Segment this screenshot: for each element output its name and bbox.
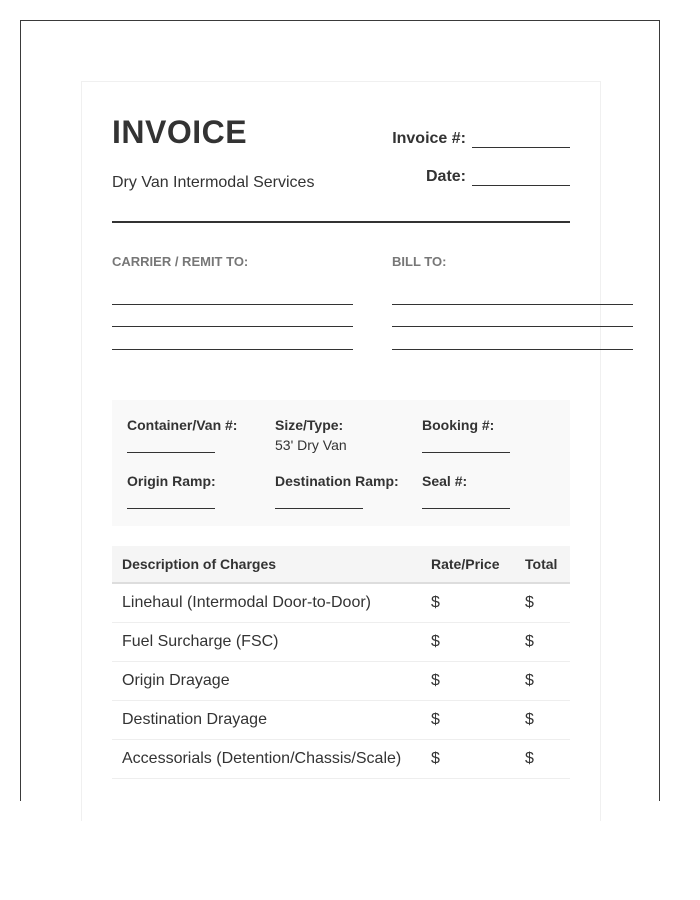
charge-description: Origin Drayage [122, 672, 230, 689]
carrier-remit-label: CARRIER / REMIT TO: [112, 254, 249, 269]
invoice-title: INVOICE [112, 114, 248, 150]
charge-description: Linehaul (Intermodal Door-to-Door) [122, 594, 371, 611]
destination-ramp-label: Destination Ramp: [275, 473, 399, 489]
header-description: Description of Charges [122, 556, 277, 572]
charge-rate: $ [431, 594, 440, 611]
charge-description: Destination Drayage [122, 711, 267, 728]
destination-ramp-blank [275, 508, 363, 509]
charge-total: $ [525, 633, 534, 650]
carrier-address-line [112, 349, 353, 350]
charge-total: $ [525, 672, 534, 689]
bill-to-label: BILL TO: [392, 254, 447, 269]
bill-to-address-line [392, 349, 633, 350]
charges-table-header [112, 546, 570, 584]
charge-description: Fuel Surcharge (FSC) [122, 633, 279, 650]
seal-label: Seal #: [422, 473, 468, 489]
bill-to-address-line [392, 326, 633, 327]
date-blank [472, 171, 570, 186]
table-row [112, 623, 570, 662]
container-blank [127, 452, 215, 453]
table-row [112, 662, 570, 701]
size-type-value: 53' Dry Van [275, 437, 347, 453]
header-rate: Rate/Price [431, 556, 500, 572]
origin-ramp-label: Origin Ramp: [127, 473, 216, 489]
invoice-number-label: Invoice #: [392, 130, 466, 147]
charge-description: Accessorials (Detention/Chassis/Scale) [122, 750, 402, 767]
header-total: Total [525, 556, 558, 572]
booking-label: Booking #: [422, 417, 495, 433]
charge-total: $ [525, 711, 534, 728]
container-label: Container/Van #: [127, 417, 238, 433]
charges-table [112, 546, 570, 779]
bill-to-address-line [392, 304, 633, 305]
size-type-label: Size/Type: [275, 417, 344, 433]
seal-blank [422, 508, 510, 509]
date-label: Date: [425, 168, 466, 185]
invoice-number-blank [472, 133, 570, 148]
charge-rate: $ [431, 633, 440, 650]
origin-ramp-blank [127, 508, 215, 509]
charge-rate: $ [431, 750, 440, 767]
table-row [112, 740, 570, 779]
charge-total: $ [525, 594, 534, 611]
booking-blank [422, 452, 510, 453]
charge-total: $ [525, 750, 534, 767]
carrier-address-line [112, 326, 353, 327]
company-name: Dry Van Intermodal Services [112, 174, 315, 191]
table-row [112, 701, 570, 740]
table-row [112, 584, 570, 623]
date-field [426, 168, 570, 186]
header-divider [112, 221, 570, 223]
invoice-number-field [392, 130, 570, 148]
charge-rate: $ [431, 672, 440, 689]
carrier-address-line [112, 304, 353, 305]
charge-rate: $ [431, 711, 440, 728]
